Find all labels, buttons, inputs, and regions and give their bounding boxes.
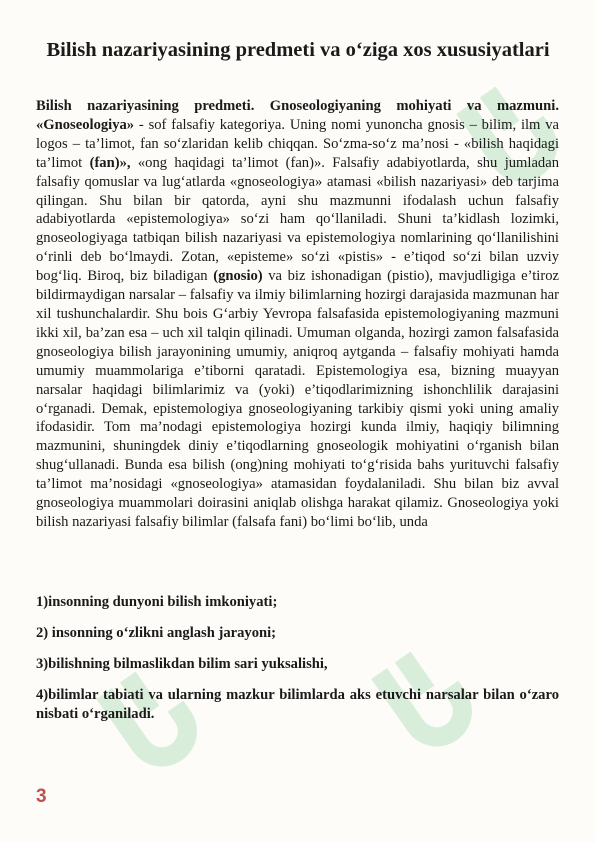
topic-list	[36, 593, 559, 736]
body-paragraph	[36, 97, 559, 532]
page-number: 3	[36, 786, 47, 807]
bold-text-segment: (gnosio)	[213, 268, 263, 285]
list-item: 3)bilishning bilmaslikdan bilim sari yuksalishi,	[36, 656, 328, 672]
list-item: 2) insonning o‘zlikni anglash jarayoni;	[36, 625, 277, 641]
bold-text-segment: (fan)»,	[89, 154, 131, 171]
bold-text-segment: Bilish nazariyasining predmeti. Gnoseologiyaning mohiyati va mazmuni.	[36, 98, 559, 114]
bold-text-segment: «Gnoseologiya»	[36, 116, 135, 133]
page-title: Bilish nazariyasining predmeti va o‘ziga xos xususiyatlari	[46, 39, 550, 61]
list-item: 1)insonning dunyoni bilish imkoniyati;	[36, 594, 278, 610]
text-segment: va biz ishonadigan (pistio), mavjudligiga e’tiroz bildirmaydigan narsalar – falsafiy va ilmiy bilimlarning hozirgi darajasida mazmunan har xil tushunchalardir. Shu bois G‘arbiy Yevropa falsafasida epistemologiyaning mazmuni ikki xil, ba’zan esa – uch xil talqin qilinadi. Umuman olganda, hozirgi zamon falsafasida gnoseologiya bilish jarayonining umumiy, aniqroq aytganda – falsafiy mohiyati hamda umumiy muammolariga e’tiborni qaratadi. Epistemologiya esa, bizning muayyan narsalar haqidagi bilimlarimiz va (yoki) e’tiqodlarimizning ishonchlilik darajasini o‘rganadi. Demak, epistemologiya gnoseologiyaning tarkibiy qismi yoki uning amaliy ifodasidir. Tom ma’nodagi epistemologiya hozirgi kunda ilmiy, haqiqiy bilimning mazmunini, shuningdek diniy e’tiqodlarning gnoseologik mohiyatini o‘rganish bilan shug‘ullanadi. Bunda esa bilish (ong)ning mohiyati to‘g‘risida bahs yurituvchi falsafiy ta’limot ma’nosidagi «gnoseologiya» atamasidan foydalaniladi. Shu bilan biz avval gnoseologiya muammolari doirasini aniqlab olishga harakat qilamiz. Gnoseologiya yoki bilish nazariyasi falsafiy bilimlar (falsafa fani) bo‘limi bo‘lib, unda	[36, 268, 559, 530]
list-item: 4)bilimlar tabiati va ularning mazkur bilimlarda aks etuvchi narsalar bilan o‘zaro nisbati o‘rganiladi.	[36, 687, 559, 722]
text-segment: «ong haqidagi ta’limot (fan)». Falsafiy adabiyotlarda, shu jumladan falsafiy qomuslar va lug‘atlarda «gnoseologiya» atamasi «bilish nazariyasi» deb tarjima qilingan. Shu bilan bir qatorda, ayni shu mazmunni ifodalash uchun falsafiy adabiyotlarda «epistemologiya» so‘zi ham qo‘llaniladi. Shuni ta’kidlash lozimki, gnoseologiyaga tatbiqan bilish nazariyasi va epistemologiya nomlarining qo‘llanilishini o‘rinli deb bo‘lmaydi. Zotan, «episteme» so‘zi «pistis» - e’tiqod so‘zi bilan uzviy bog‘liq. Biroq, biz biladigan	[36, 154, 560, 285]
text-segment: - sof falsafiy kategoriya. Uning nomi yunoncha gnosis – bilim, ilm va logos – ta’limot, fan so‘zlaridan kelib chiqqan. So‘zma-so‘z ma’nosi - «bilish haqidagi ta’limot	[36, 116, 559, 171]
